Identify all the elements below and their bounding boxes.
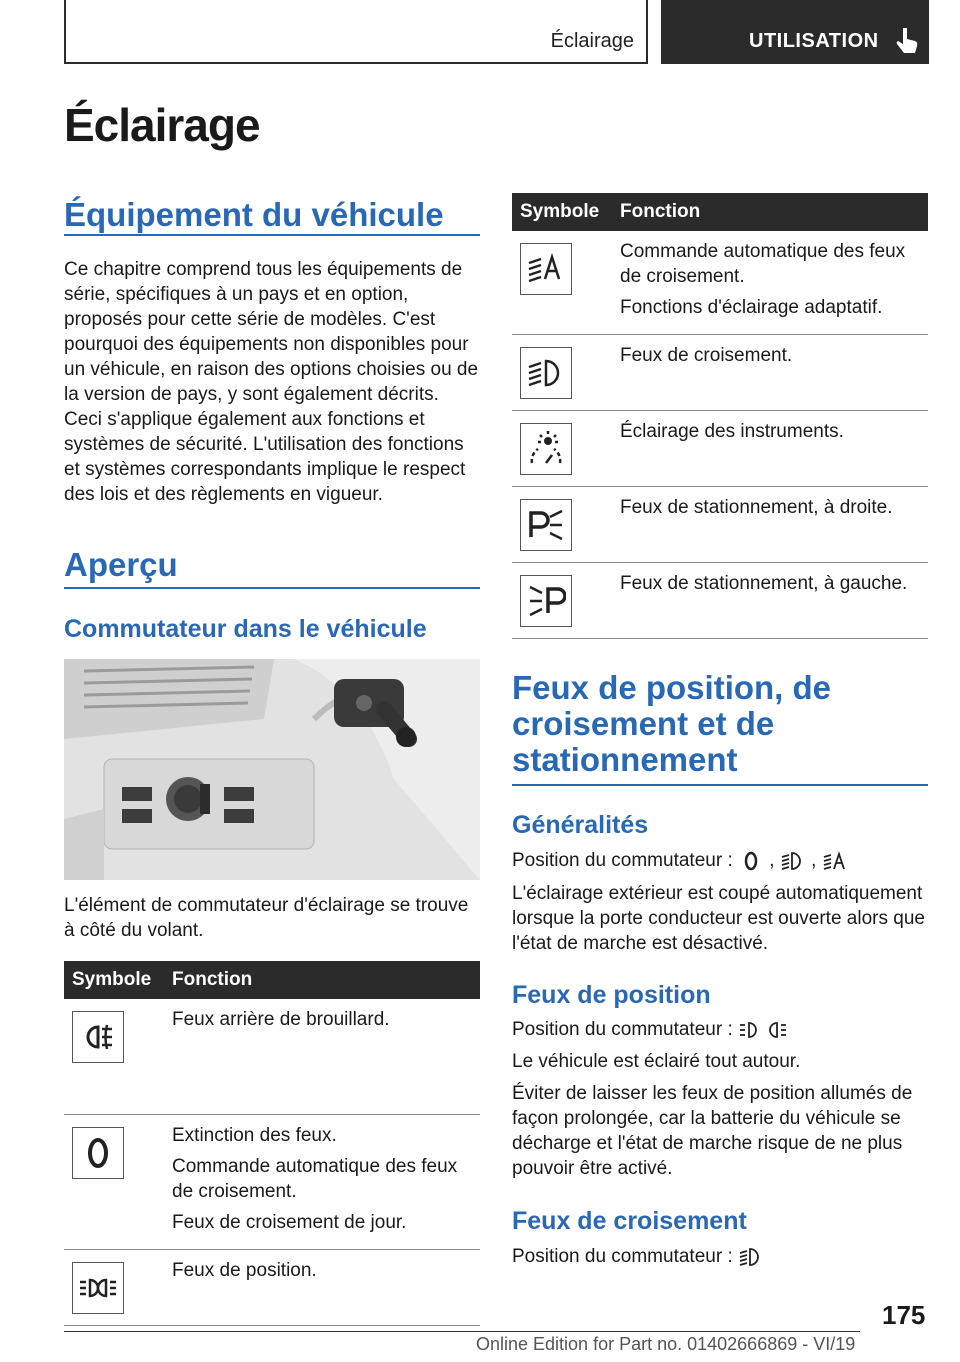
edition-note: Online Edition for Part no. 01402666869 - VI/19 xyxy=(476,1334,856,1354)
low-beam-icon xyxy=(738,1245,764,1269)
auto-headlight-icon xyxy=(520,243,572,295)
lights-off-icon xyxy=(72,1127,124,1179)
heading-commutateur: Commutateur dans le véhicule xyxy=(64,615,427,643)
heading-rule xyxy=(64,587,480,589)
table-row xyxy=(512,411,928,487)
table-row xyxy=(64,999,480,1114)
table-row xyxy=(512,231,928,335)
table-row xyxy=(64,1249,480,1325)
heading-feux-croisement: Feux de croisement xyxy=(512,1207,747,1235)
light-switch-photo xyxy=(64,659,480,880)
heading-rule xyxy=(64,234,480,236)
lights-off-icon xyxy=(738,849,764,873)
paragraph-equipement: Ce chapitre comprend tous les équipements de série, spécifiques à un pays et en option, proposés pour cette série de modèles. C'est pourquoi des équipements non disponibles pour un véhicule, en raison des options choisies ou de la version de pays, y sont également décrits. Ceci s'applique également aux fonctions et systèmes de sécurité. L'utilisation des fonctions et systèmes correspondants implique le respect des lois et des règlements en vigueur. xyxy=(64,259,479,505)
position-label: Position du commutateur : xyxy=(512,1019,733,1040)
function-text: Feux de croisement de jour. xyxy=(172,1211,407,1233)
heading-equipement: Équipement du véhicule xyxy=(64,196,444,233)
pointing-hand-icon xyxy=(895,26,919,54)
function-text: Commande automatique des feux de croisement. xyxy=(620,241,906,287)
table-row xyxy=(512,335,928,411)
function-text: Extinction des feux. xyxy=(172,1124,337,1146)
paragraph-generalites: L'éclairage extérieur est coupé automatiquement lorsque la porte conducteur est ouverte alors que l'état de marche est désactivé. xyxy=(512,883,925,954)
switch-position-line xyxy=(512,1017,928,1042)
position-label: Position du commutateur : xyxy=(512,1246,733,1267)
header-chapter-title: UTILISATION xyxy=(749,30,879,52)
separator: , xyxy=(811,850,817,871)
heading-apercu: Aperçu xyxy=(64,546,178,583)
function-text: Éclairage des instruments. xyxy=(620,421,844,442)
function-text: Fonctions d'éclairage adaptatif. xyxy=(620,297,883,318)
paragraph-position-2: Éviter de laisser les feux de position allumés de façon prolongée, car la batterie du véhicule se décharge et l'état de marche risque de ne plus pouvoir être activé. xyxy=(512,1083,913,1179)
parking-light-right-icon xyxy=(520,499,572,551)
column-header-symbol: Symbole xyxy=(512,193,612,231)
header-section-box xyxy=(64,0,648,64)
header-section-title: Éclairage xyxy=(550,30,634,52)
auto-headlight-icon xyxy=(822,849,848,873)
heading-feux: Feux de position, de croisement et de stationnement xyxy=(512,669,832,778)
heading-rule xyxy=(512,784,928,786)
table-row xyxy=(64,1114,480,1249)
symbol-table-left xyxy=(64,961,480,1326)
low-beam-icon xyxy=(780,849,806,873)
page-number: 175 xyxy=(882,1300,926,1330)
position-label: Position du commutateur : xyxy=(512,850,733,871)
separator: , xyxy=(769,850,775,871)
function-text: Feux de stationnement, à gauche. xyxy=(620,573,908,594)
rear-fog-light-icon xyxy=(72,1011,124,1063)
column-header-function: Fonction xyxy=(612,193,928,231)
function-text: Feux de position. xyxy=(172,1259,317,1281)
switch-position-line xyxy=(512,848,928,873)
low-beam-icon xyxy=(520,347,572,399)
function-text: Feux de croisement. xyxy=(620,345,793,366)
column-header-function: Fonction xyxy=(164,961,480,999)
instrument-lighting-icon xyxy=(520,423,572,475)
heading-feux-position: Feux de position xyxy=(512,981,711,1009)
symbol-table-right xyxy=(512,193,928,639)
parking-light-left-icon xyxy=(520,575,572,627)
parking-lights-icon xyxy=(738,1018,788,1042)
column-header-symbol: Symbole xyxy=(64,961,164,999)
parking-lights-icon xyxy=(72,1262,124,1314)
caption-switch: L'élément de commutateur d'éclairage se trouve à côté du volant. xyxy=(64,895,469,941)
table-row xyxy=(512,563,928,639)
switch-position-line xyxy=(512,1244,928,1269)
footer-rule xyxy=(64,1331,860,1332)
function-text: Feux de stationnement, à droite. xyxy=(620,497,893,518)
header-chapter-box xyxy=(661,0,929,64)
table-row xyxy=(512,487,928,563)
heading-generalites: Généralités xyxy=(512,811,649,839)
function-text: Feux arrière de brouillard. xyxy=(172,1009,390,1030)
function-text: Commande automatique des feux de croisement. xyxy=(172,1155,458,1202)
paragraph-position-1: Le véhicule est éclairé tout autour. xyxy=(512,1051,801,1072)
page-title: Éclairage xyxy=(64,99,260,151)
